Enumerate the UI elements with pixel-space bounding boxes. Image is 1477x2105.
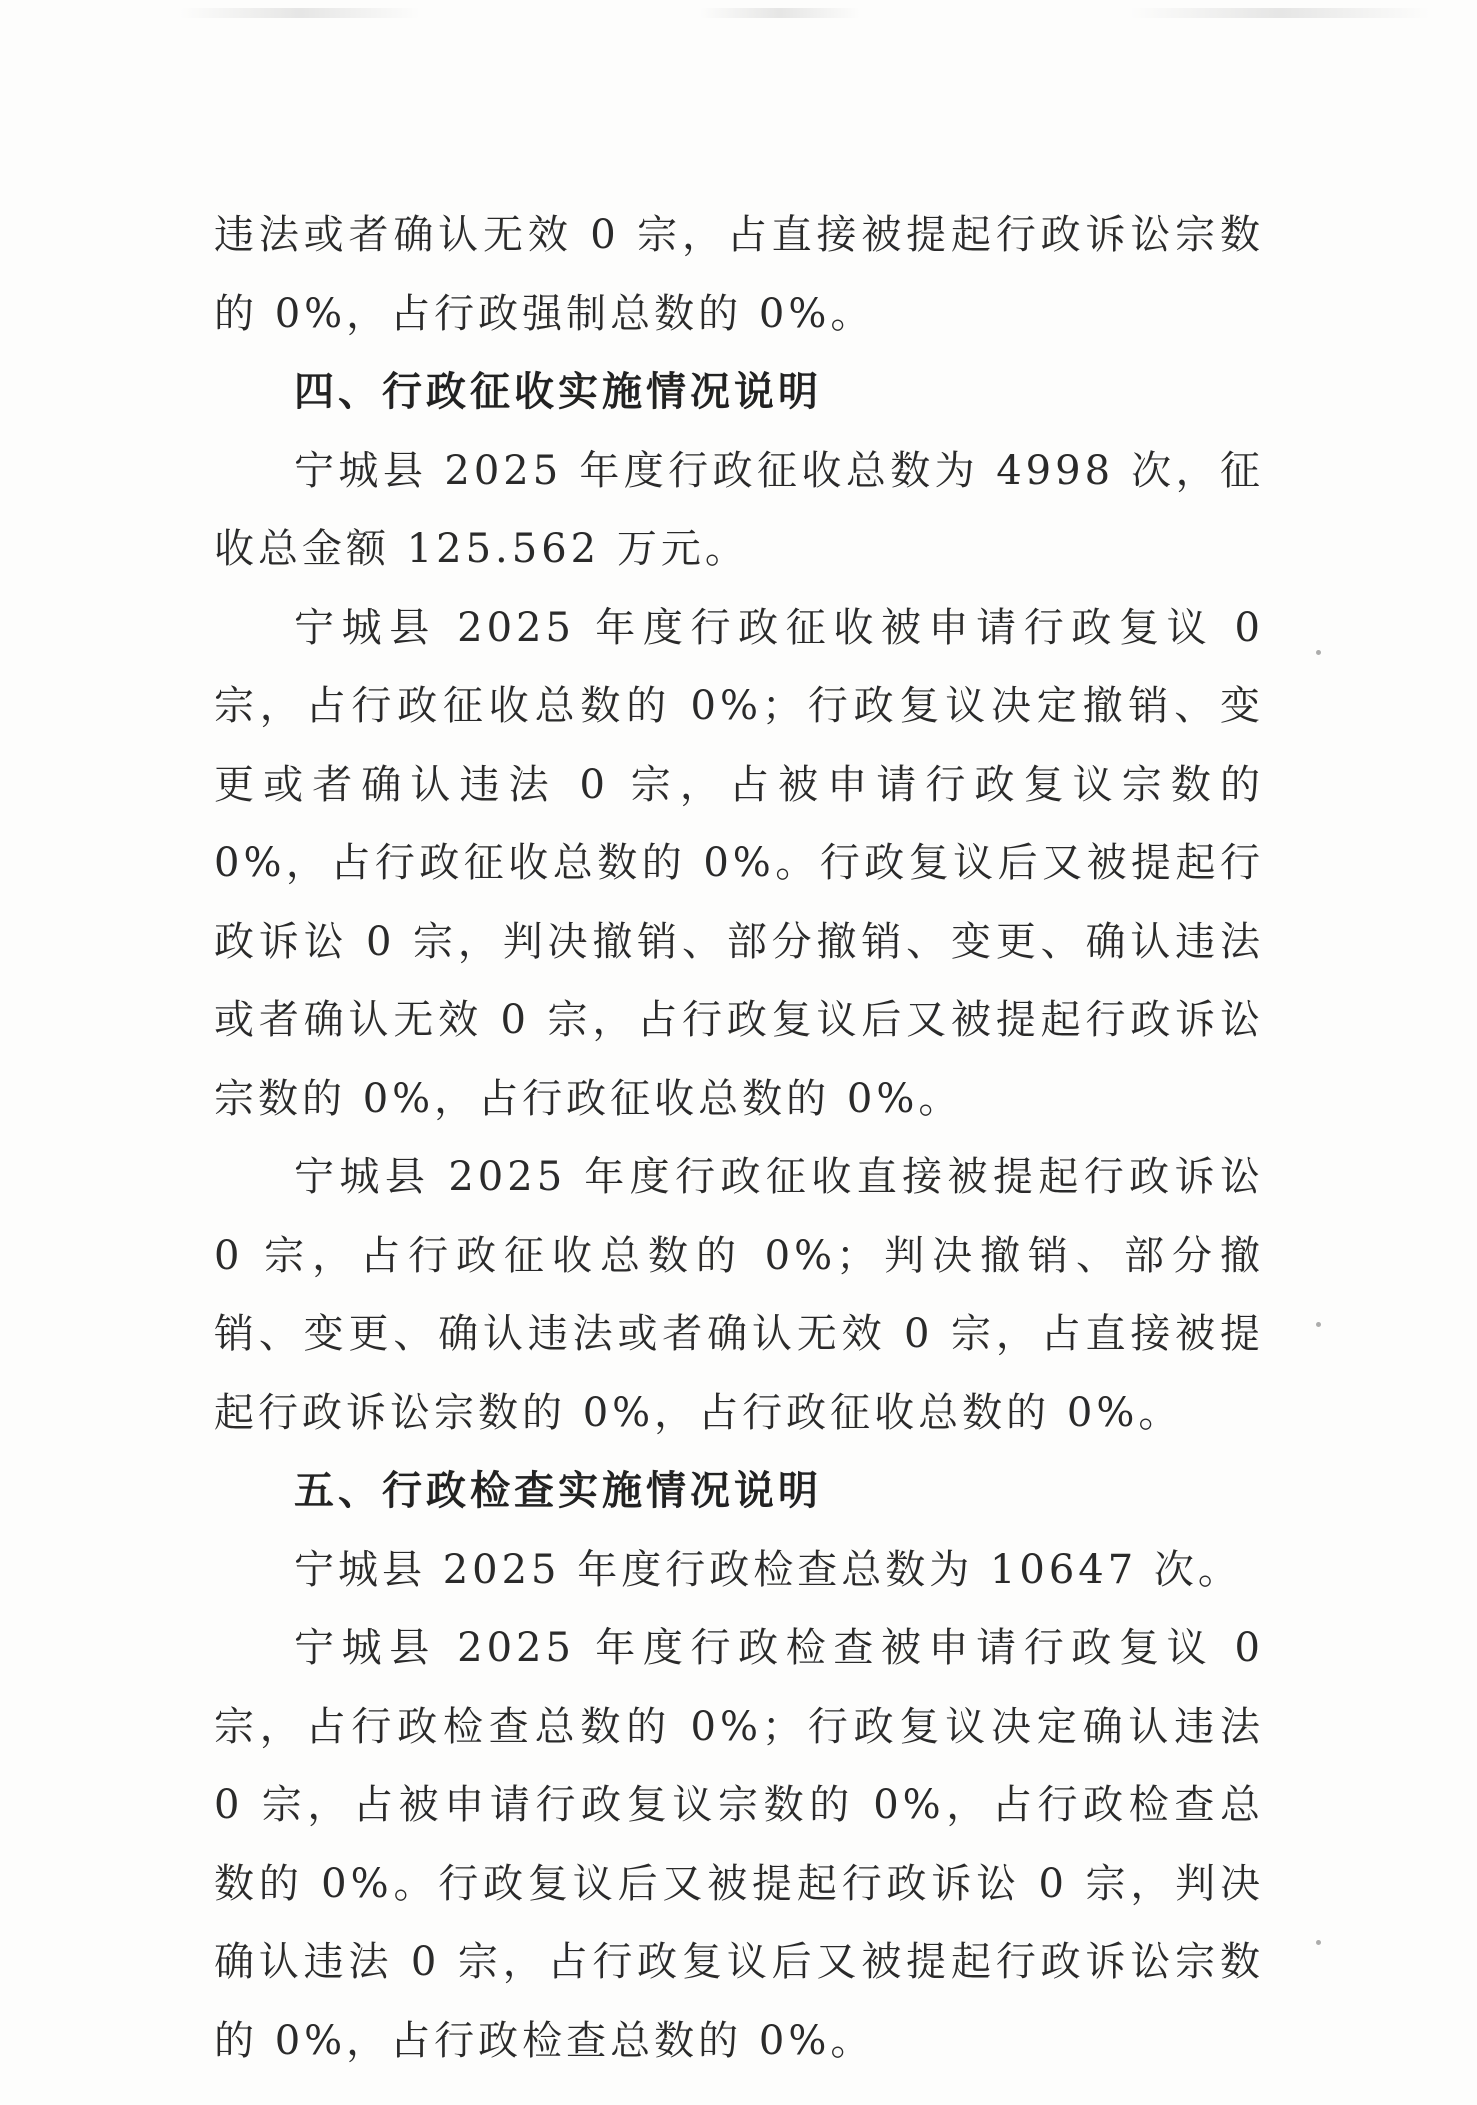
document-body [214, 196, 1264, 2080]
scan-artifact [700, 8, 860, 18]
paragraph: 宁城县 2025 年度行政征收直接被提起行政诉讼 0 宗，占行政征收总数的 0%；判决撤销、部分撤销、变更、确认违法或者确认无效 0 宗，占直接被提起行政诉讼宗数的 0%，占行政征收总数的 0%。 [214, 1154, 1264, 1436]
scan-speck [1316, 1940, 1321, 1945]
section-heading-inspection: 五、行政检查实施情况说明 [294, 1468, 822, 1514]
scan-artifact [1130, 8, 1430, 18]
section-heading-collection: 四、行政征收实施情况说明 [294, 369, 822, 415]
paragraph: 违法或者确认无效 0 宗，占直接被提起行政诉讼宗数的 0%，占行政强制总数的 0%。 [214, 212, 1264, 337]
paragraph: 宁城县 2025 年度行政检查总数为 10647 次。 [294, 1546, 1242, 1593]
paragraph: 宁城县 2025 年度行政征收总数为 4998 次，征收总金额 125.562 万元。 [214, 447, 1264, 572]
scan-speck [1316, 1322, 1321, 1327]
paragraph: 宁城县 2025 年度行政征收被申请行政复议 0 宗，占行政征收总数的 0%；行政复议决定撤销、变更或者确认违法 0 宗，占被申请行政复议宗数的 0%，占行政征收总数的 0%。行政复议后又被提起行政诉讼 0 宗，判决撤销、部分撤销、变更、确认违法或者确认无效 0 宗，占行政复议后又被提起行政诉讼宗数的 0%，占行政征收总数的 0%。 [214, 604, 1264, 1122]
paragraph: 宁城县 2025 年度行政检查被申请行政复议 0 宗，占行政检查总数的 0%；行政复议决定确认违法 0 宗，占被申请行政复议宗数的 0%，占行政检查总数的 0%。行政复议后又被提起行政诉讼 0 宗，判决确认违法 0 宗，占行政复议后又被提起行政诉讼宗数的 0%，占行政检查总数的 0%。 [214, 1625, 1264, 2064]
scan-artifact [180, 8, 420, 18]
scan-speck [1316, 650, 1321, 655]
